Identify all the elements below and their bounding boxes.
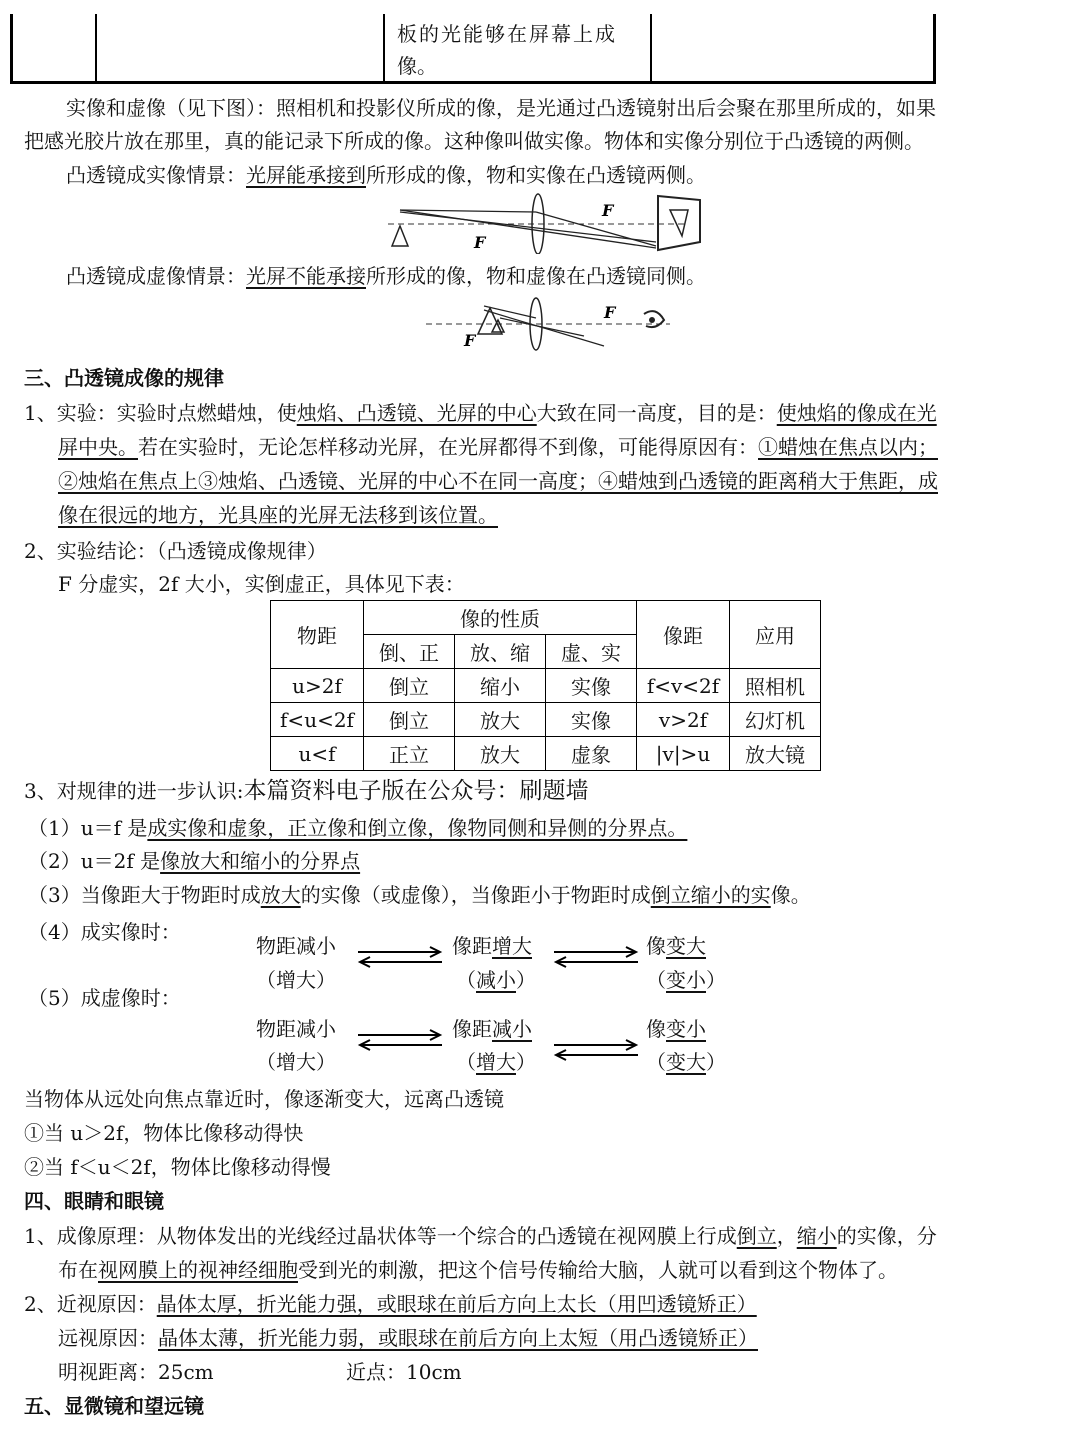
candle-icon — [392, 226, 408, 246]
table-cell: 正立 — [364, 737, 455, 771]
svg-text:F: F — [464, 331, 476, 350]
watermark-text: 本篇资料电子版在公众号：刷题墙 — [243, 778, 589, 804]
section-heading: 五、显微镜和望远镜 — [24, 1394, 204, 1418]
paragraph: ①当 u＞2f，物体比像移动得快 — [24, 1121, 304, 1145]
table-header: 应用 — [730, 601, 821, 669]
paragraph: 当物体从远处向焦点靠近时，像逐渐变大，远离凸透镜 — [24, 1087, 504, 1111]
real-image-diagram — [386, 190, 708, 254]
flow-label: 物距减小 — [256, 934, 336, 958]
table-cell: |v|>u — [637, 737, 730, 771]
double-arrow-icon — [356, 946, 444, 968]
paragraph: 近点：10cm — [346, 1360, 462, 1384]
flow-label: （增大） — [456, 1050, 536, 1074]
table-cell: 幻灯机 — [730, 703, 821, 737]
paragraph: 1、成像原理：从物体发出的光线经过晶状体等一个综合的凸透镜在视网膜上行成倒立，缩小的实像，分 — [24, 1224, 937, 1248]
table-cell: 实像 — [546, 669, 637, 703]
flow-label: 像距减小 — [452, 1017, 532, 1041]
virtual-image-diagram — [424, 296, 674, 352]
paragraph: （1）u＝f 是成实像和虚象，正立像和倒立像，像物同侧和异侧的分界点。 — [28, 816, 688, 840]
svg-text:F: F — [602, 201, 614, 220]
paragraph: F 分虚实，2f 大小，实倒虚正，具体见下表： — [58, 572, 465, 596]
flow-label: 像距增大 — [452, 934, 532, 958]
flow-label: （增大） — [256, 1050, 336, 1074]
double-arrow-icon — [552, 1039, 640, 1061]
table-cell: 照相机 — [730, 669, 821, 703]
flow-label: （变小） — [646, 968, 726, 992]
paragraph: 1、实验：实验时点燃蜡烛，使烛焰、凸透镜、光屏的中心大致在同一高度，目的是：使烛焰的像成在光 — [24, 401, 937, 425]
table-cell: v>2f — [637, 703, 730, 737]
flow-label: （变大） — [646, 1050, 726, 1074]
paragraph: 2、实验结论：（凸透镜成像规律） — [24, 539, 327, 563]
paragraph: 像在很远的地方，光具座的光屏无法移到该位置。 — [58, 503, 498, 527]
flow-label: 像变小 — [646, 1017, 706, 1041]
real-image-line: 凸透镜成实像情景：光屏能承接到所形成的像，物和实像在凸透镜两侧。 — [66, 163, 706, 187]
table-cell: u>2f — [271, 669, 364, 703]
table-cell: 放大镜 — [730, 737, 821, 771]
paragraph: 实像和虚像（见下图）：照相机和投影仪所成的像，是光通过凸透镜射出后会聚在那里所成的，如果 — [66, 96, 936, 120]
paragraph: （2）u＝2f 是像放大和缩小的分界点 — [28, 849, 361, 873]
table-cell: 放大 — [455, 703, 546, 737]
table-cell: 实像 — [546, 703, 637, 737]
paragraph: 布在视网膜上的视神经细胞受到光的刺激，把这个信号传输给大脑，人就可以看到这个物体了。 — [58, 1258, 898, 1282]
paragraph: 3、对规律的进一步认识:本篇资料电子版在公众号：刷题墙 — [24, 778, 589, 804]
table-subheader: 虚、实 — [546, 635, 637, 669]
flow-label: 物距减小 — [256, 1017, 336, 1041]
table-cell: 放大 — [455, 737, 546, 771]
paragraph: 2、近视原因：晶体太厚，折光能力强，或眼球在前后方向上太长（用凹透镜矫正） — [24, 1292, 757, 1316]
section-heading: 四、眼睛和眼镜 — [24, 1189, 164, 1213]
table-cell: u<f — [271, 737, 364, 771]
paragraph: 屏中央。若在实验时，无论怎样移动光屏，在光屏都得不到像，可能得原因有：①蜡烛在焦点以内； — [58, 435, 938, 459]
top-table-fragment — [10, 14, 936, 84]
table-cell: 缩小 — [455, 669, 546, 703]
paragraph: ②烛焰在焦点上③烛焰、凸透镜、光屏的中心不在同一高度；④蜡烛到凸透镜的距离稍大于焦距，成 — [58, 469, 938, 493]
flow-label: （增大） — [256, 968, 336, 992]
double-arrow-icon — [356, 1029, 444, 1051]
table-divider — [650, 14, 652, 81]
paragraph: （4）成实像时： — [28, 920, 181, 944]
table-row — [271, 669, 821, 703]
flow-label: （减小） — [456, 968, 536, 992]
table-header: 像距 — [637, 601, 730, 669]
table-cell: f<v<2f — [637, 669, 730, 703]
flow-label: 像变大 — [646, 934, 706, 958]
paragraph: （3）当像距大于物距时成放大的实像（或虚像），当像距小于物距时成倒立缩小的实像。 — [28, 883, 811, 907]
table-header: 像的性质 — [364, 601, 637, 635]
table-subheader: 倒、正 — [364, 635, 455, 669]
paragraph: 明视距离：25cm — [58, 1360, 214, 1384]
imaging-law-table — [270, 600, 821, 771]
svg-text:F: F — [604, 303, 616, 322]
table-cell: f<u<2f — [271, 703, 364, 737]
table-header: 物距 — [271, 601, 364, 669]
table-divider — [383, 14, 385, 81]
table-cell: 倒立 — [364, 669, 455, 703]
table-subheader: 放、缩 — [455, 635, 546, 669]
virtual-image-line: 凸透镜成虚像情景：光屏不能承接所形成的像，物和虚像在凸透镜同侧。 — [66, 264, 706, 288]
paragraph: ②当 f＜u＜2f，物体比像移动得慢 — [24, 1155, 331, 1179]
paragraph: 把感光胶片放在那里，真的能记录下所成的像。这种像叫做实像。物体和实像分别位于凸透镜的两侧。 — [24, 129, 924, 153]
table-divider — [95, 14, 97, 81]
table-cell: 倒立 — [364, 703, 455, 737]
paragraph: 远视原因：晶体太薄，折光能力弱，或眼球在前后方向上太短（用凸透镜矫正） — [58, 1326, 758, 1350]
svg-text:F: F — [474, 233, 486, 252]
table-cell-text: 像。 — [397, 54, 437, 78]
table-cell: 虚象 — [546, 737, 637, 771]
table-row — [271, 737, 821, 771]
section-heading: 三、凸透镜成像的规律 — [24, 366, 224, 390]
double-arrow-icon — [552, 946, 640, 968]
paragraph: （5）成虚像时： — [28, 986, 181, 1010]
table-row — [271, 703, 821, 737]
screen-icon — [658, 196, 700, 250]
table-cell-text: 板的光能够在屏幕上成 — [397, 22, 617, 46]
